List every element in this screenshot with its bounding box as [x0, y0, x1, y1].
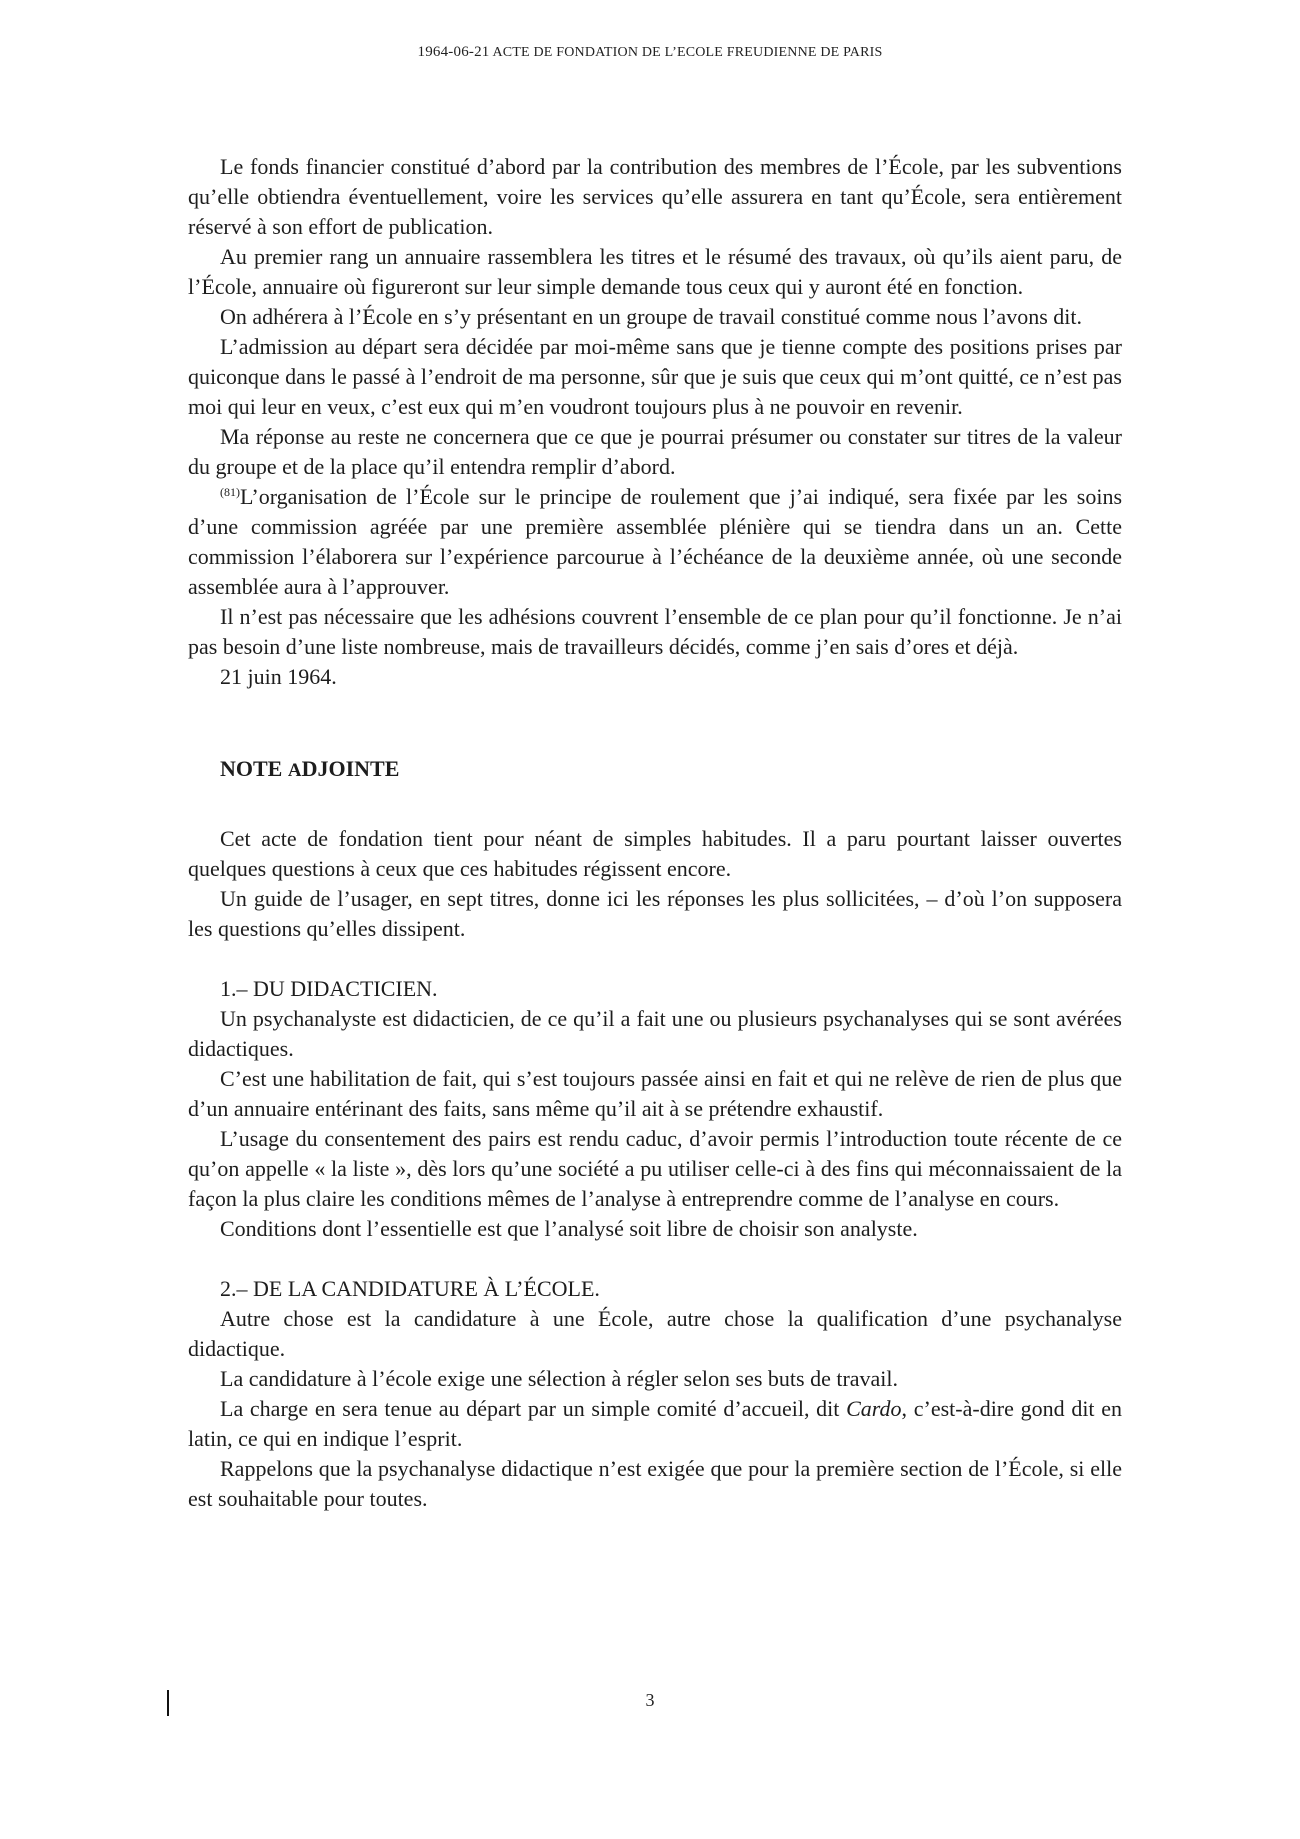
section1-title: 1.– DU DIDACTICIEN.	[220, 976, 438, 1001]
section1-paragraph: L’usage du consentement des pairs est rendu caduc, d’avoir permis l’introduction toute récente de ce qu’on appelle « la liste », dès lors qu’une société a pu utiliser celle-ci à des fins qui méconnaissaient de la façon la plus claire les conditions mêmes de l’analyse à entreprendre comme de l’analyse en cours.	[188, 1126, 1122, 1211]
paragraph-81	[188, 482, 1122, 602]
section1-paragraph: Un psychanalyste est didacticien, de ce qu’il a fait une ou plusieurs psychanalyses qui se sont avérées didactiques.	[188, 1006, 1122, 1061]
header-date: 1964-06-21	[417, 44, 490, 60]
footnote-marker: (81)	[220, 485, 240, 499]
note-heading-part1: NOTE	[220, 756, 288, 781]
paragraph: Au premier rang un annuaire rassemblera les titres et le résumé des travaux, où qu’ils aient paru, de l’École, annuaire où figureront sur leur simple demande tous ceux qui y auront été en fonction.	[188, 244, 1122, 299]
note-heading	[220, 754, 1122, 786]
section2-paragraph: La candidature à l’école exige une sélection à régler selon ses buts de travail.	[220, 1366, 899, 1391]
section1-paragraph: C’est une habilitation de fait, qui s’est toujours passée ainsi en fait et qui ne relève de rien de plus que d’un annuaire entérinant des faits, sans même qu’il ait à se prétendre exhaustif.	[188, 1066, 1122, 1121]
paragraph-81-text: L’organisation de l’École sur le principe de roulement que j’ai indiqué, sera fixée par les soins d’une commission agréée par une première assemblée plénière qui se tiendra dans un an. Cette commission l’élaborera sur l’expérience parcourue à l’échéance de la deuxième année, où une seconde assemblée aura à l’approuver.	[188, 484, 1122, 599]
section2-title: 2.– DE LA CANDIDATURE À L’ÉCOLE.	[220, 1276, 600, 1301]
paragraph: Ma réponse au reste ne concernera que ce que je pourrai présumer ou constater sur titres de la valeur du groupe et de la place qu’il entendra remplir d’abord.	[188, 424, 1122, 479]
paragraph: On adhérera à l’École en s’y présentant en un groupe de travail constitué comme nous l’avons dit.	[220, 304, 1082, 329]
header-title: ACTE DE FONDATION DE L’ECOLE FREUDIENNE DE PARIS	[492, 45, 883, 60]
section2-paragraph-cardo	[188, 1394, 1122, 1454]
running-header	[0, 44, 1300, 61]
section2-paragraph: Rappelons que la psychanalyse didactique n’est exigée que pour la première section de l’École, si elle est souhaitable pour toutes.	[188, 1456, 1122, 1511]
cardo-before: La charge en sera tenue au départ par un simple comité d’accueil, dit	[220, 1396, 847, 1421]
note-intro: Un guide de l’usager, en sept titres, donne ici les réponses les plus sollicitées, – d’où l’on supposera les questions qu’elles dissipent.	[188, 886, 1122, 941]
section1-paragraph: Conditions dont l’essentielle est que l’analysé soit libre de choisir son analyste.	[220, 1216, 918, 1241]
paragraph: L’admission au départ sera décidée par moi-même sans que je tienne compte des positions prises par quiconque dans le passé à l’endroit de ma personne, sûr que je suis que ceux qui m’ont quitté, ce n’est pas moi qui leur en veux, c’est eux qui m’en voudront toujours plus à ne pouvoir en revenir.	[188, 334, 1122, 419]
paragraph: Le fonds financier constitué d’abord par la contribution des membres de l’École, par les subventions qu’elle obtiendra éventuellement, voire les services qu’elle assurera en tant qu’École, sera entièrement réservé à son effort de publication.	[188, 154, 1122, 239]
cardo-after: , c’est-à-dire gond dit en latin, ce qui en indique l’esprit.	[188, 1396, 1123, 1451]
cardo-italic: Cardo	[846, 1396, 902, 1421]
document-body	[188, 152, 1122, 1514]
note-intro: Cet acte de fondation tient pour néant de simples habitudes. Il a paru pourtant laisser ouvertes quelques questions à ceux que ces habitudes régissent encore.	[188, 826, 1122, 881]
section2-paragraph: Autre chose est la candidature à une École, autre chose la qualification d’une psychanalyse didactique.	[188, 1306, 1122, 1361]
date-line: 21 juin 1964.	[220, 664, 337, 689]
note-heading-part3: DJOINTE	[301, 756, 400, 781]
page-number: 3	[645, 1690, 655, 1710]
paragraph: Il n’est pas nécessaire que les adhésions couvrent l’ensemble de ce plan pour qu’il fonctionne. Je n’ai pas besoin d’une liste nombreuse, mais de travailleurs décidés, comme j’en sais d’ores et déjà.	[188, 604, 1122, 659]
note-heading-part2: A	[287, 760, 302, 781]
